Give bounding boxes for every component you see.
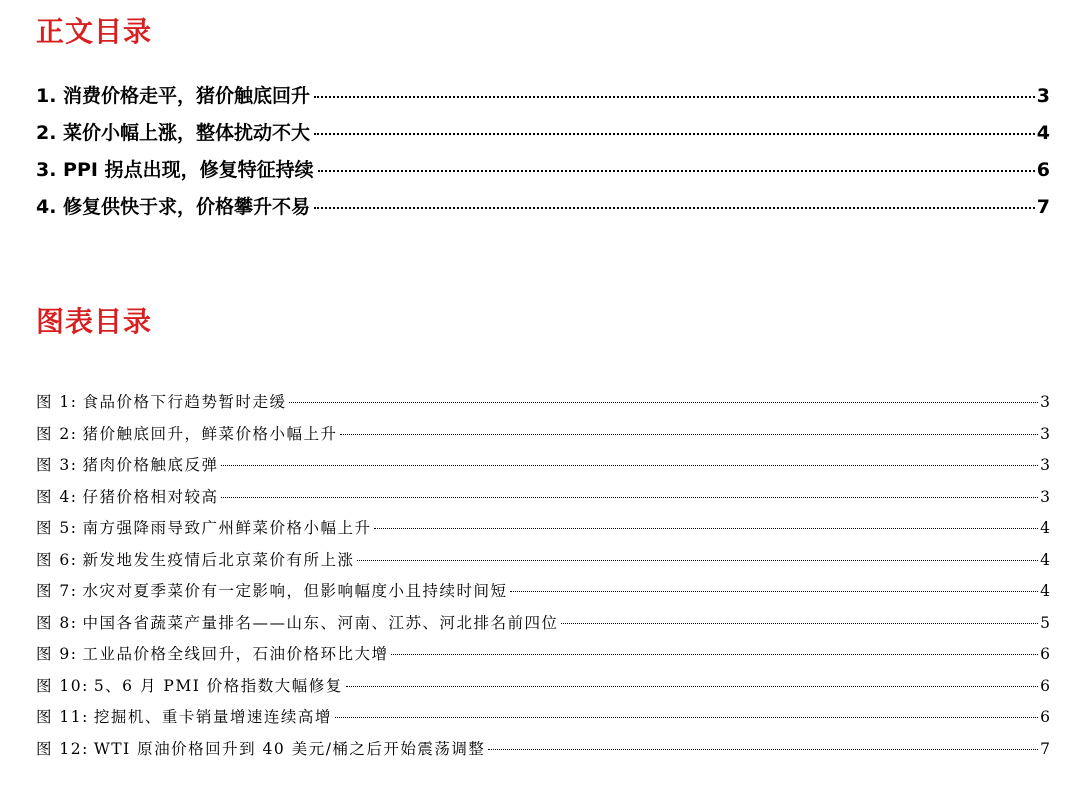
dot-leader bbox=[289, 401, 1038, 403]
figure-entry[interactable] bbox=[36, 735, 1050, 767]
figure-entry[interactable] bbox=[36, 514, 1050, 546]
toc-entry-label: 2. 菜价小幅上涨，整体扰动不大 bbox=[36, 122, 311, 144]
figure-title: 中国各省蔬菜产量排名——山东、河南、江苏、河北排名前四位 bbox=[82, 613, 559, 632]
figure-entry[interactable] bbox=[36, 609, 1050, 641]
figure-entry[interactable] bbox=[36, 546, 1050, 578]
figure-page: 3 bbox=[1040, 424, 1050, 443]
dot-leader bbox=[510, 590, 1038, 592]
dot-leader bbox=[314, 95, 1035, 98]
figure-number: 图 5: bbox=[36, 519, 78, 537]
dot-leader bbox=[374, 527, 1038, 529]
figure-title: 食品价格下行趋势暂时走缓 bbox=[82, 393, 287, 411]
figure-entry[interactable] bbox=[36, 420, 1050, 452]
toc-list bbox=[36, 80, 1050, 228]
figure-title: 5、6 月 PMI 价格指数大幅修复 bbox=[93, 676, 343, 695]
figure-number: 图 2: bbox=[36, 424, 78, 443]
figure-number: 图 11: bbox=[36, 708, 89, 726]
figure-number: 图 4: bbox=[36, 487, 78, 506]
figure-page: 3 bbox=[1040, 456, 1050, 474]
figure-number: 图 1: bbox=[36, 393, 78, 411]
figure-entry[interactable] bbox=[36, 451, 1050, 483]
figure-entry[interactable] bbox=[36, 388, 1050, 420]
toc-entry[interactable] bbox=[36, 154, 1050, 191]
figure-title: WTI 原油价格回升到 40 美元/桶之后开始震荡调整 bbox=[93, 739, 486, 758]
dot-leader bbox=[340, 433, 1038, 435]
dot-leader bbox=[221, 496, 1038, 498]
figure-title: 挖掘机、重卡销量增速连续高增 bbox=[93, 708, 332, 726]
figure-number: 图 10: bbox=[36, 676, 89, 695]
figure-entry[interactable] bbox=[36, 577, 1050, 609]
dot-leader bbox=[357, 559, 1038, 561]
dot-leader bbox=[391, 653, 1038, 655]
figure-page: 4 bbox=[1040, 519, 1050, 537]
figure-title: 仔猪价格相对较高 bbox=[82, 487, 219, 506]
figure-page: 3 bbox=[1040, 487, 1050, 506]
figure-page: 4 bbox=[1040, 550, 1050, 569]
dot-leader bbox=[314, 206, 1035, 209]
figure-title: 新发地发生疫情后北京菜价有所上涨 bbox=[82, 550, 355, 569]
figure-number: 图 8: bbox=[36, 613, 78, 632]
figure-page: 5 bbox=[1040, 613, 1050, 632]
toc-entry-label: 3. PPI 拐点出现，修复特征持续 bbox=[36, 159, 314, 181]
figure-page: 6 bbox=[1040, 676, 1050, 695]
figure-page: 7 bbox=[1040, 739, 1050, 758]
toc-entry-page: 3 bbox=[1036, 85, 1050, 107]
figure-title: 南方强降雨导致广州鲜菜价格小幅上升 bbox=[82, 519, 372, 537]
figure-title: 猪价触底回升，鲜菜价格小幅上升 bbox=[82, 424, 338, 443]
toc-entry-label: 4. 修复供快于求，价格攀升不易 bbox=[36, 196, 311, 218]
figure-entry[interactable] bbox=[36, 672, 1050, 704]
figure-entry[interactable] bbox=[36, 640, 1050, 672]
figure-number: 图 3: bbox=[36, 456, 78, 474]
figure-number: 图 9: bbox=[36, 645, 78, 663]
figure-page: 6 bbox=[1040, 645, 1050, 663]
toc-entry-page: 7 bbox=[1036, 196, 1050, 218]
figure-title: 水灾对夏季菜价有一定影响，但影响幅度小且持续时间短 bbox=[82, 582, 508, 600]
toc-entry[interactable] bbox=[36, 191, 1050, 228]
toc-heading: 正文目录 bbox=[36, 15, 153, 48]
figure-number: 图 7: bbox=[36, 582, 78, 600]
figures-heading: 图表目录 bbox=[36, 305, 153, 338]
figures-list bbox=[36, 388, 1050, 766]
figure-page: 3 bbox=[1040, 393, 1050, 411]
figure-number: 图 12: bbox=[36, 739, 89, 758]
dot-leader bbox=[314, 132, 1035, 135]
figure-entry[interactable] bbox=[36, 483, 1050, 515]
dot-leader bbox=[346, 685, 1038, 687]
figure-title: 工业品价格全线回升，石油价格环比大增 bbox=[82, 645, 389, 663]
dot-leader bbox=[221, 464, 1038, 466]
figure-page: 4 bbox=[1040, 582, 1050, 600]
dot-leader bbox=[318, 169, 1035, 172]
dot-leader bbox=[335, 716, 1038, 718]
figure-page: 6 bbox=[1040, 708, 1050, 726]
figure-number: 图 6: bbox=[36, 550, 78, 569]
toc-entry[interactable] bbox=[36, 80, 1050, 117]
dot-leader bbox=[561, 622, 1038, 624]
toc-entry-label: 1. 消费价格走平，猪价触底回升 bbox=[36, 85, 311, 107]
toc-entry-page: 4 bbox=[1036, 122, 1050, 144]
dot-leader bbox=[488, 748, 1038, 750]
figure-title: 猪肉价格触底反弹 bbox=[82, 456, 219, 474]
toc-entry[interactable] bbox=[36, 117, 1050, 154]
toc-entry-page: 6 bbox=[1036, 159, 1050, 181]
figure-entry[interactable] bbox=[36, 703, 1050, 735]
